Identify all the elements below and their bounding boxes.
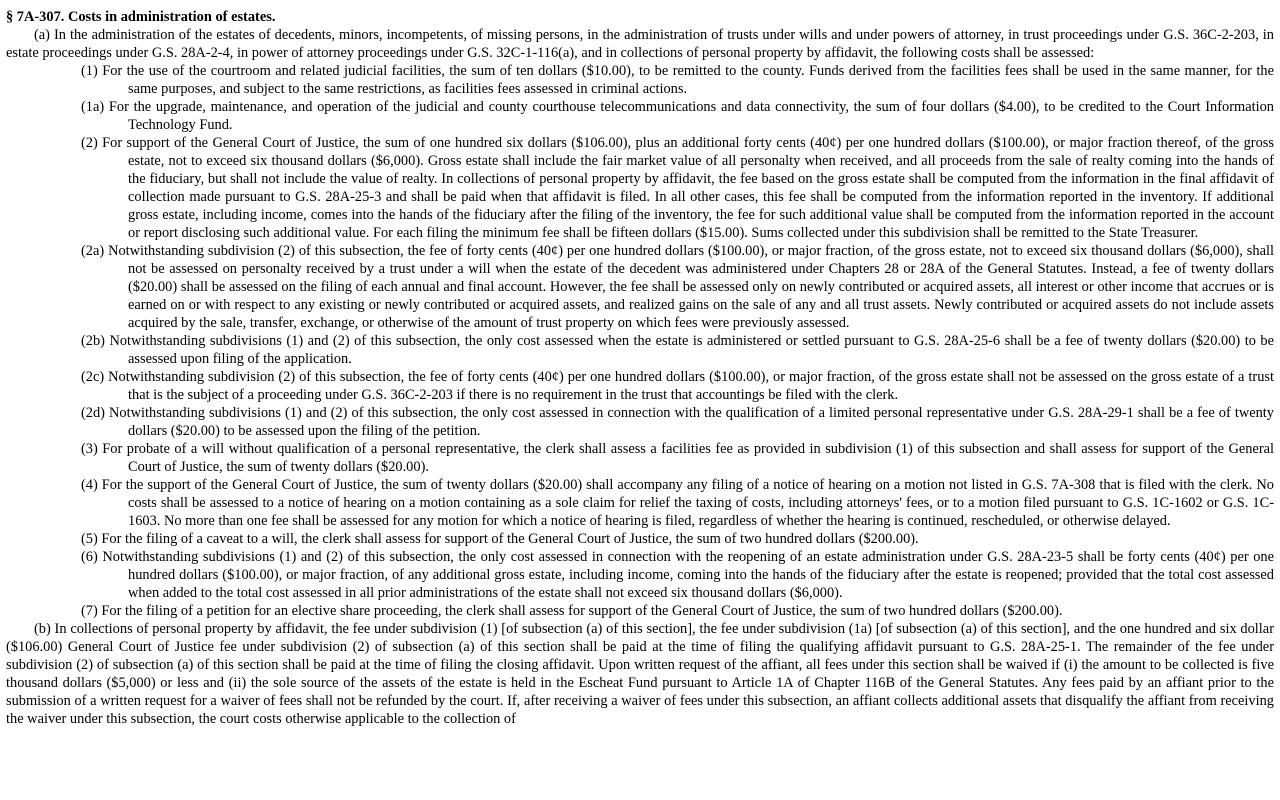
subdivision-2: (2) For support of the General Court of Justice, the sum of one hundred six dollars ($106.00), plus an additional forty cents (40¢) per one hundred dollars ($100.00), or major fraction thereof, of the gross estate, not to exceed six thousand dollars ($6,000). Gross estate shall include the fair market value of all personalty when received, and all proceeds from the sale of realty coming into the hands of the fiduciary, but shall not include the value of realty. In collections of personal property by affidavit, the fee based on the gross estate shall be computed from the information in the final affidavit of collection made pursuant to G.S. 28A-25-3 and shall be paid when that affidavit is filed. In all other cases, this fee shall be computed from the information reported in the inventory. If additional gross estate, including income, comes into the hands of the fiduciary after the filing of the inventory, the fee for such additional value shall be computed from the information reported in the account or report disclosing such additional value. For each filing the minimum fee shall be fifteen dollars ($15.00). Sums collected under this subdivision shall be remitted to the State Treasurer.: [81, 135, 1274, 241]
subdivision-6: (6) Notwithstanding subdivisions (1) and (2) of this subsection, the only cost assessed in connection with the reopening of an estate administration under G.S. 28A-23-5 shall be forty cents (40¢) per one hundred dollars ($100.00), or major fraction, of any additional gross estate, including income, coming into the hands of the fiduciary after the estate is reopened; provided that the total cost assessed when added to the total cost assessed in all prior administrations of the estate shall not exceed six thousand dollars ($6,000).: [81, 549, 1274, 601]
subdivision-1: (1) For the use of the courtroom and related judicial facilities, the sum of ten dollars ($10.00), to be remitted to the county. Funds derived from the facilities fees shall be used in the same manner, for the same purposes, and subject to the same restrictions, as facilities fees assessed in criminal actions.: [81, 63, 1274, 97]
subsection-b: (b) In collections of personal property by affidavit, the fee under subdivision (1) [of subsection (a) of this section], the fee under subdivision (1a) [of subsection (a) of this section], and the one hundred and six dollar ($106.00) General Court of Justice fee under subdivision (2) of subsection (a) of this section shall be paid at the time of filing the qualifying affidavit pursuant to G.S. 28A-25-1. The remainder of the fee under subdivision (2) of subsection (a) of this section shall be paid at the time of filing the closing affidavit. Upon written request of the affiant, all fees under this section shall be waived if (i) the amount to be collected is five thousand dollars ($5,000) or less and (ii) the sole source of the assets of the estate is held in the Escheat Fund pursuant to Article 1A of Chapter 116B of the General Statutes. Any fees paid by an affiant prior to the submission of a written request for a waiver of fees shall not be refunded by the court. If, after receiving a waiver of fees under this subsection, an affiant collects additional assets that disqualify the affiant from receiving the waiver under this subsection, the court costs otherwise applicable to the collection of: [6, 621, 1274, 727]
subdivision-1a: (1a) For the upgrade, maintenance, and operation of the judicial and county courthouse telecommunications and data connectivity, the sum of four dollars ($4.00), to be credited to the Court Information Technology Fund.: [81, 99, 1274, 133]
subdivision-3: (3) For probate of a will without qualification of a personal representative, the clerk shall assess a facilities fee as provided in subdivision (1) of this subsection and shall assess for support of the General Court of Justice, the sum of twenty dollars ($20.00).: [81, 441, 1274, 475]
subsection-a-intro: (a) In the administration of the estates of decedents, minors, incompetents, of missing persons, in the administration of trusts under wills and under powers of attorney, in trust proceedings under G.S. 36C-2-203, in estate proceedings under G.S. 28A-2-4, in power of attorney proceedings under G.S. 32C-1-116(a), and in collections of personal property by affidavit, the following costs shall be assessed:: [6, 27, 1274, 61]
subdivision-2a: (2a) Notwithstanding subdivision (2) of this subsection, the fee of forty cents (40¢) per one hundred dollars ($100.00), or major fraction, of the gross estate, not to exceed six thousand dollars ($6,000), shall not be assessed on personalty received by a trust under a will when the estate of the decedent was administered under Chapters 28 or 28A of the General Statutes. Instead, a fee of twenty dollars ($20.00) shall be assessed on the filing of each annual and final account. However, the fee shall be assessed only on newly contributed or acquired assets, all interest or other income that accrues or is earned on or with respect to any existing or newly contributed or acquired assets, and realized gains on the sale of any and all trust assets. Newly contributed or acquired assets do not include assets acquired by the sale, transfer, exchange, or otherwise of the amount of trust property on which fees were previously assessed.: [81, 243, 1274, 331]
section-heading: § 7A-307. Costs in administration of estates.: [6, 9, 276, 25]
subdivision-7: (7) For the filing of a petition for an elective share proceeding, the clerk shall assess for support of the General Court of Justice, the sum of two hundred dollars ($200.00).: [81, 603, 1063, 619]
subdivision-5: (5) For the filing of a caveat to a will, the clerk shall assess for support of the General Court of Justice, the sum of two hundred dollars ($200.00).: [81, 531, 919, 547]
subdivision-2d: (2d) Notwithstanding subdivisions (1) and (2) of this subsection, the only cost assessed in connection with the qualification of a limited personal representative under G.S. 28A-29-1 shall be a fee of twenty dollars ($20.00) to be assessed upon the filing of the petition.: [81, 405, 1274, 439]
subdivision-2b: (2b) Notwithstanding subdivisions (1) and (2) of this subsection, the only cost assessed when the estate is administered or settled pursuant to G.S. 28A-25-6 shall be a fee of twenty dollars ($20.00) to be assessed upon filing of the application.: [81, 333, 1274, 367]
subdivision-2c: (2c) Notwithstanding subdivision (2) of this subsection, the fee of forty cents (40¢) per one hundred dollars ($100.00), or major fraction, of the gross estate shall not be assessed on the gross estate of a trust that is the subject of a proceeding under G.S. 36C-2-203 if there is no requirement in the trust that accountings be filed with the clerk.: [81, 369, 1274, 403]
subdivision-4: (4) For the support of the General Court of Justice, the sum of twenty dollars ($20.00) shall accompany any filing of a notice of hearing on a motion not listed in G.S. 7A-308 that is filed with the clerk. No costs shall be assessed to a notice of hearing on a motion containing as a sole claim for relief the taxing of costs, including attorneys' fees, or to a motion filed pursuant to G.S. 1C-1602 or G.S. 1C-1603. No more than one fee shall be assessed for any motion for which a notice of hearing is filed, regardless of whether the hearing is continued, rescheduled, or otherwise delayed.: [81, 477, 1274, 529]
